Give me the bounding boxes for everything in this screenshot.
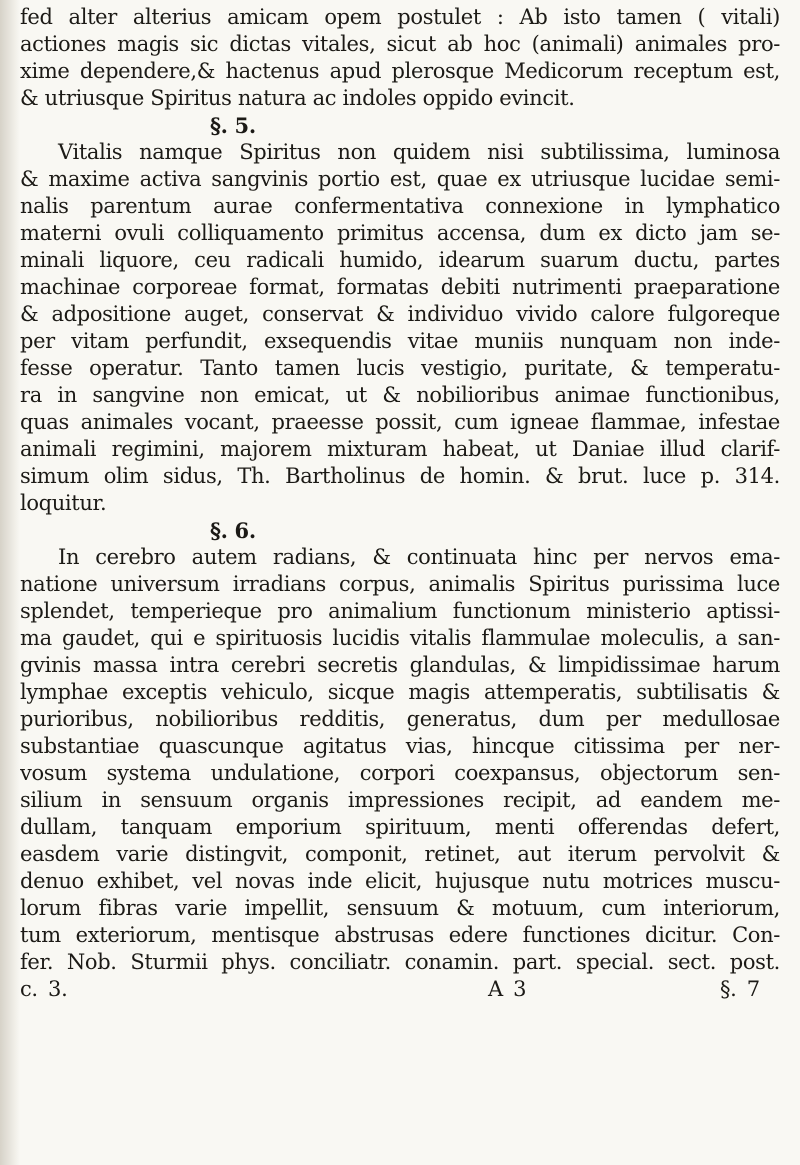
text-line: machinae corporeae format, formatas debiti nutrimenti praeparatione <box>20 275 780 299</box>
text-line: silium in sensuum organis impressiones recipit, ad eandem me- <box>20 788 780 812</box>
text-line: Vitalis namque Spiritus non quidem nisi subtilissima, luminosa <box>58 140 780 164</box>
text-line: easdem varie distingvit, componit, retinet, aut iterum pervolvit & <box>20 842 780 866</box>
catchword: §. 7 <box>720 977 760 1001</box>
text-line: & adpositione auget, conservat & individuo vivido calore fulgoreque <box>20 302 780 326</box>
section-heading-5: §. 5. <box>210 113 256 138</box>
page-footer <box>20 976 780 1003</box>
text-line: natione universum irradians corpus, animalis Spiritus purissima luce <box>20 572 780 596</box>
text-line: fesse operatur. Tanto tamen lucis vestigio, puritate, & temperatu- <box>20 356 780 380</box>
text-line: xime dependere,& hactenus apud plerosque Medicorum receptum est, <box>20 59 780 83</box>
text-line: minali liquore, ceu radicali humido, idearum suarum ductu, partes <box>20 248 780 272</box>
text-line: ra in sangvine non emicat, ut & nobilioribus animae functionibus, <box>20 383 780 407</box>
page-gutter-shadow <box>0 0 20 1165</box>
text-line: splendet, temperieque pro animalium functionum ministerio aptissi- <box>20 599 780 623</box>
text-line: purioribus, nobilioribus redditis, generatus, dum per medullosae <box>20 707 780 731</box>
signature-mark: A 3 <box>488 977 527 1001</box>
text-line: lymphae exceptis vehiculo, sicque magis attemperatis, subtilisatis & <box>20 680 780 704</box>
text-line: vosum systema undulatione, corpori coexpansus, objectorum sen- <box>20 761 780 785</box>
text-line: ma gaudet, qui e spirituosis lucidis vitalis flammulae moleculis, a san- <box>20 626 780 650</box>
latin-text-body <box>20 4 780 1003</box>
text-line: tum exteriorum, mentisque abstrusas edere functiones dicitur. Con- <box>20 923 780 947</box>
text-line: fed alter alterius amicam opem postulet : Ab isto tamen ( vitali) <box>20 5 780 29</box>
text-line: substantiae quascunque agitatus vias, hincque citissima per ner- <box>20 734 780 758</box>
text-line: loquitur. <box>20 491 107 515</box>
text-line: dullam, tanquam emporium spirituum, menti offerendas defert, <box>20 815 780 839</box>
text-line: per vitam perfundit, exsequendis vitae muniis nunquam non inde- <box>20 329 780 353</box>
text-line: animali regimini, majorem mixturam habeat, ut Daniae illud clarif- <box>20 437 780 461</box>
text-line: lorum fibras varie impellit, sensuum & motuum, cum interiorum, <box>20 896 780 920</box>
text-line: & utriusque Spiritus natura ac indoles oppido evincit. <box>20 86 575 110</box>
text-line: materni ovuli colliquamento primitus accensa, dum ex dicto jam se- <box>20 221 780 245</box>
text-line: quas animales vocant, praeesse possit, cum igneae flammae, infestae <box>20 410 780 434</box>
footer-reference: c. 3. <box>20 977 68 1001</box>
text-line: simum olim sidus, Th. Bartholinus de homin. & brut. luce p. 314. <box>20 464 780 488</box>
text-line: nalis parentum aurae confermentativa connexione in lymphatico <box>20 194 780 218</box>
section-heading-6: §. 6. <box>210 518 256 543</box>
text-line: actiones magis sic dictas vitales, sicut ab hoc (animali) animales pro- <box>20 32 780 56</box>
text-line: & maxime activa sangvinis portio est, quae ex utriusque lucidae semi- <box>20 167 780 191</box>
text-line: In cerebro autem radians, & continuata hinc per nervos ema- <box>58 545 780 569</box>
text-line: denuo exhibet, vel novas inde elicit, hujusque nutu motrices muscu- <box>20 869 780 893</box>
text-line: fer. Nob. Sturmii phys. conciliatr. conamin. part. special. sect. post. <box>20 950 780 974</box>
text-line: gvinis massa intra cerebri secretis glandulas, & limpidissimae harum <box>20 653 780 677</box>
